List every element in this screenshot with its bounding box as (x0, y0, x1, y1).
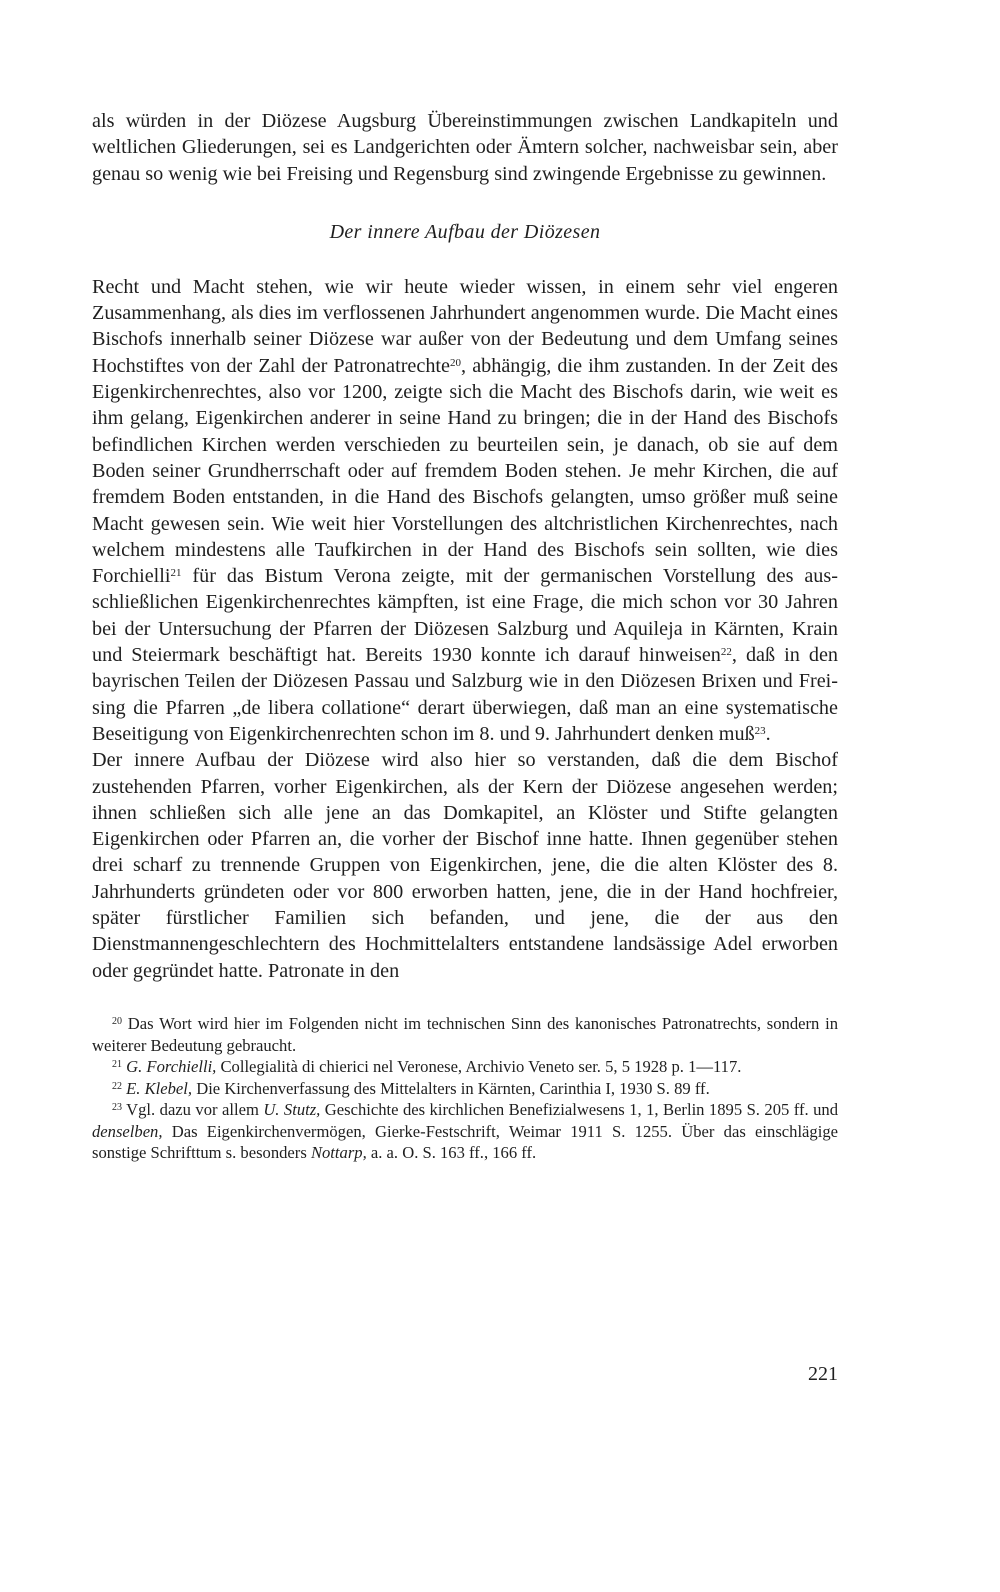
footnote-number: 20 (112, 1015, 122, 1027)
footnote-text: a. a. O. S. 163 ff., 166 ff. (366, 1143, 537, 1163)
footnote-text: Das Wort wird hier im Folgenden nicht im technischen Sinn des kanonisches Patronatrechts, sondern in weiterer Bedeutung gebraucht. (92, 1013, 839, 1055)
footnote-text: Collegialità di chierici nel Veronese, Archivio Veneto ser. 5, 5 1928 p. 1—117. (216, 1057, 742, 1077)
footnote-ref-21[interactable]: 21 (170, 567, 182, 580)
footnote-ref-23[interactable]: 23 (754, 724, 766, 737)
footnote-20 (92, 1013, 838, 1056)
footnote-text: Vgl. dazu vor allem (126, 1100, 264, 1120)
paragraph-2-part-d: , daß in den bayrischen Teilen der Diözesen Passau und Salzburg wie in den Diözesen Brixen und Freising die Pfarren „de libera collatione“ derart überwiegen, daß man an eine systematische Beseitigung von Eigenkirchenrechten schon im 8. und 9. Jahrhundert denken muß (92, 644, 838, 745)
footnote-23 (92, 1099, 838, 1164)
footnotes (92, 1013, 838, 1164)
footnote-22 (92, 1078, 838, 1100)
footnote-number: 22 (112, 1080, 122, 1092)
paragraph-3: Der innere Aufbau der Diözese wird also hier so verstanden, daß die dem Bischof zustehenden Pfarren, vorher Eigenkirchen, als der Kern der Diözese angesehen werden; ihnen schließen sich alle jene an das Domkapitel, an Klöster und Stifte gelangten Eigenkirchen oder Pfarren an, die vorher der Bischof inne hatte. Ihnen gegenüber stehen drei scharf zu trennende Gruppen von Eigenkirchen, jene, die die alten Klöster des 8. Jahrhunderts gründeten oder vor 800 erworben hatten, jene, die in der Hand hochfreier, später fürstlicher Familien sich befanden, und jene, die der aus den Dienstmannengeschlechtern des Hochmittelalters entstandene landsässige Adel erworben oder gegründet hatte. Patronate in den (92, 749, 838, 982)
footnote-author: denselben, (92, 1121, 163, 1141)
footnote-author: Nottarp, (310, 1143, 367, 1163)
footnote-ref-20[interactable]: 20 (450, 356, 462, 369)
page-number: 221 (808, 1363, 838, 1385)
footnote-author: E. Klebel, (126, 1078, 193, 1098)
footnote-ref-22[interactable]: 22 (720, 646, 732, 659)
footnote-author: G. Forchielli, (126, 1057, 217, 1077)
paragraph-1: als würden in der Diözese Augsburg Übereinstimmungen zwischen Landkapiteln und weltlichen Gliederungen, sei es Landgerichten oder Ämtern solcher, nachweisbar sein, aber genau so wenig wie bei Freising und Regensburg sind zwingende Ergebnisse zu gewinnen. (92, 110, 838, 185)
paragraph-2-part-e: . (765, 722, 771, 745)
body-text (92, 108, 838, 984)
section-heading: Der innere Aufbau der Diözesen (329, 220, 601, 243)
page (92, 108, 838, 1164)
footnote-number: 23 (112, 1102, 122, 1114)
paragraph-2 (92, 274, 838, 747)
footnote-number: 21 (112, 1059, 122, 1071)
paragraph-2-part-a: Recht und Macht stehen, wie wir heute wieder wissen, in einem sehr viel engeren Zusammenhang, als dies im verflossenen Jahrhundert angenommen wurde. Die Macht eines Bischofs innerhalb seiner Diözese war außer von der Bedeutung und dem Umfang seines Hochstiftes von der Zahl der Patronatrechte (92, 275, 838, 377)
footnote-text: Die Kirchenverfassung des Mittelalters in Kärnten, Carinthia I, 1930 S. 89 ff. (192, 1078, 710, 1098)
footnote-author: U. Stutz, (263, 1100, 321, 1120)
paragraph-2-part-c: für das Bistum Verona zeigte, mit der germanischen Vorstellung des ausschließlichen Eigenkirchenrechtes kämpften, ist eine Frage, die mich schon vor 30 Jahren bei der Untersuchung der Pfarren der Diözesen Salzburg und Aquileja in Kärnten, Krain und Steiermark beschäftigt hat. Bereits 1930 konnte ich darauf hinweisen (92, 565, 838, 667)
footnote-21 (92, 1056, 838, 1078)
footnote-text: Geschichte des kirchlichen Benefizialwesens 1, 1, Berlin 1895 S. 205 ff. und (320, 1100, 838, 1120)
footnote-text: Das Eigenkirchenvermögen, Gierke-Festschrift, Weimar 1911 S. 1255. Über das einschlägige sonstige Schrifttum s. besonders (92, 1121, 838, 1163)
paragraph-2-part-b: , abhängig, die ihm zustanden. In der Zeit des Eigenkirchenrechtes, also vor 1200, zeigte sich die Macht des Bischofs darin, wie weit es ihm gelang, Eigenkirchen anderer in seine Hand zu bringen; die in der Hand des Bischofs befindlichen Kirchen werden verschieden zu beurteilen sein, je danach, ob sie auf dem Boden seiner Grundherrschaft oder auf fremdem Boden stehen. Je mehr Kirchen, die auf fremdem Boden entstanden, in die Hand des Bischofs gelangten, umso größer muß seine Macht gewesen sein. Wie weit hier Vorstellungen des altchristlichen Kirchenrechtes, nach welchem mindestens alle Taufkirchen in der Hand des Bischofs sein sollten, wie dies Forchielli (92, 354, 838, 588)
